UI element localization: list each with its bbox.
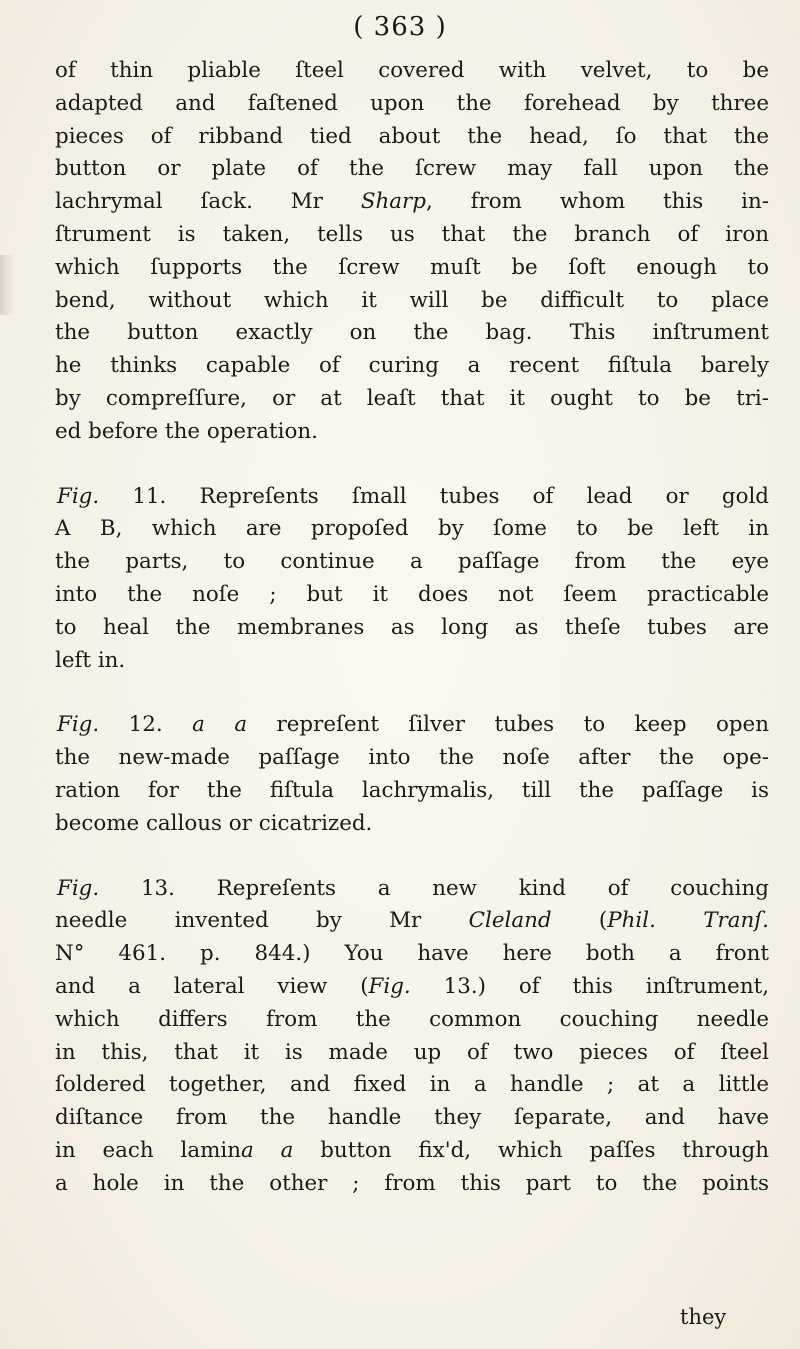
text-line: pieces of ribband tied about the head, ſo that the	[55, 123, 769, 149]
text-line: Fig. 12. a a repreſent ſilver tubes to keep open	[57, 712, 769, 738]
text-line: adapted and faſtened upon the forehead by three	[55, 90, 769, 116]
text-line: ſoldered together, and fixed in a handle ; at a little	[55, 1072, 769, 1098]
text-line: N° 461. p. 844.) You have here both a front	[55, 941, 769, 967]
text-line: button or plate of the ſcrew may fall upon the	[55, 156, 769, 182]
paragraph	[55, 873, 769, 1201]
text-line: ſtrument is taken, tells us that the branch of iron	[55, 221, 769, 247]
text-line: Fig. 11. Repreſents ſmall tubes of lead or gold	[57, 483, 769, 509]
text-line: ration for the fiſtula lachrymalis, till the paſſage is	[55, 777, 769, 803]
text-line: which differs from the common couching needle	[55, 1006, 769, 1032]
text-line: become callous or cicatrized.	[55, 810, 373, 836]
text-line: which ſupports the ſcrew muſt be ſoft enough to	[55, 254, 769, 280]
text-line: in this, that it is made up of two pieces of ſteel	[55, 1039, 769, 1065]
text-line: needle invented by Mr Cleland (Phil. Tranſ.	[55, 908, 769, 934]
page-edge-shadow	[0, 255, 14, 315]
text-line: the parts, to continue a paſſage from the eye	[55, 549, 769, 575]
text-line: by compreſſure, or at leaſt that it ought to be tri-	[55, 385, 769, 411]
text-line: A B, which are propoſed by ſome to be left in	[55, 516, 769, 542]
text-line: a hole in the other ; from this part to the points	[55, 1170, 769, 1196]
text-line: bend, without which it will be difficult to place	[55, 287, 769, 313]
catchword: they	[680, 1305, 727, 1329]
body-text	[55, 55, 769, 1201]
text-line: he thinks capable of curing a recent fiſtula barely	[55, 353, 769, 379]
text-line: in each lamina a button fix'd, which paſſes through	[55, 1137, 769, 1163]
text-line: of thin pliable ſteel covered with velvet, to be	[55, 58, 769, 83]
text-line: the new-made paſſage into the noſe after the ope-	[55, 745, 769, 771]
paragraph	[55, 481, 769, 678]
paragraph	[55, 55, 769, 449]
text-line: into the noſe ; but it does not ſeem practicable	[55, 581, 769, 607]
text-line: diſtance from the handle they ſeparate, and have	[55, 1105, 769, 1131]
page-number: ( 363 )	[353, 12, 447, 42]
text-line: Fig. 13. Repreſents a new kind of couching	[57, 875, 769, 901]
text-line: lachrymal ſack. Mr Sharp, from whom this in-	[55, 189, 769, 215]
text-line: the button exactly on the bag. This inſtrument	[55, 320, 769, 346]
text-line: to heal the membranes as long as theſe tubes are	[55, 614, 769, 640]
text-line: left in.	[55, 647, 126, 673]
paragraph	[55, 709, 769, 840]
text-line: and a lateral view (Fig. 13.) of this inſtrument,	[55, 973, 769, 999]
text-line: ed before the operation.	[55, 418, 318, 444]
